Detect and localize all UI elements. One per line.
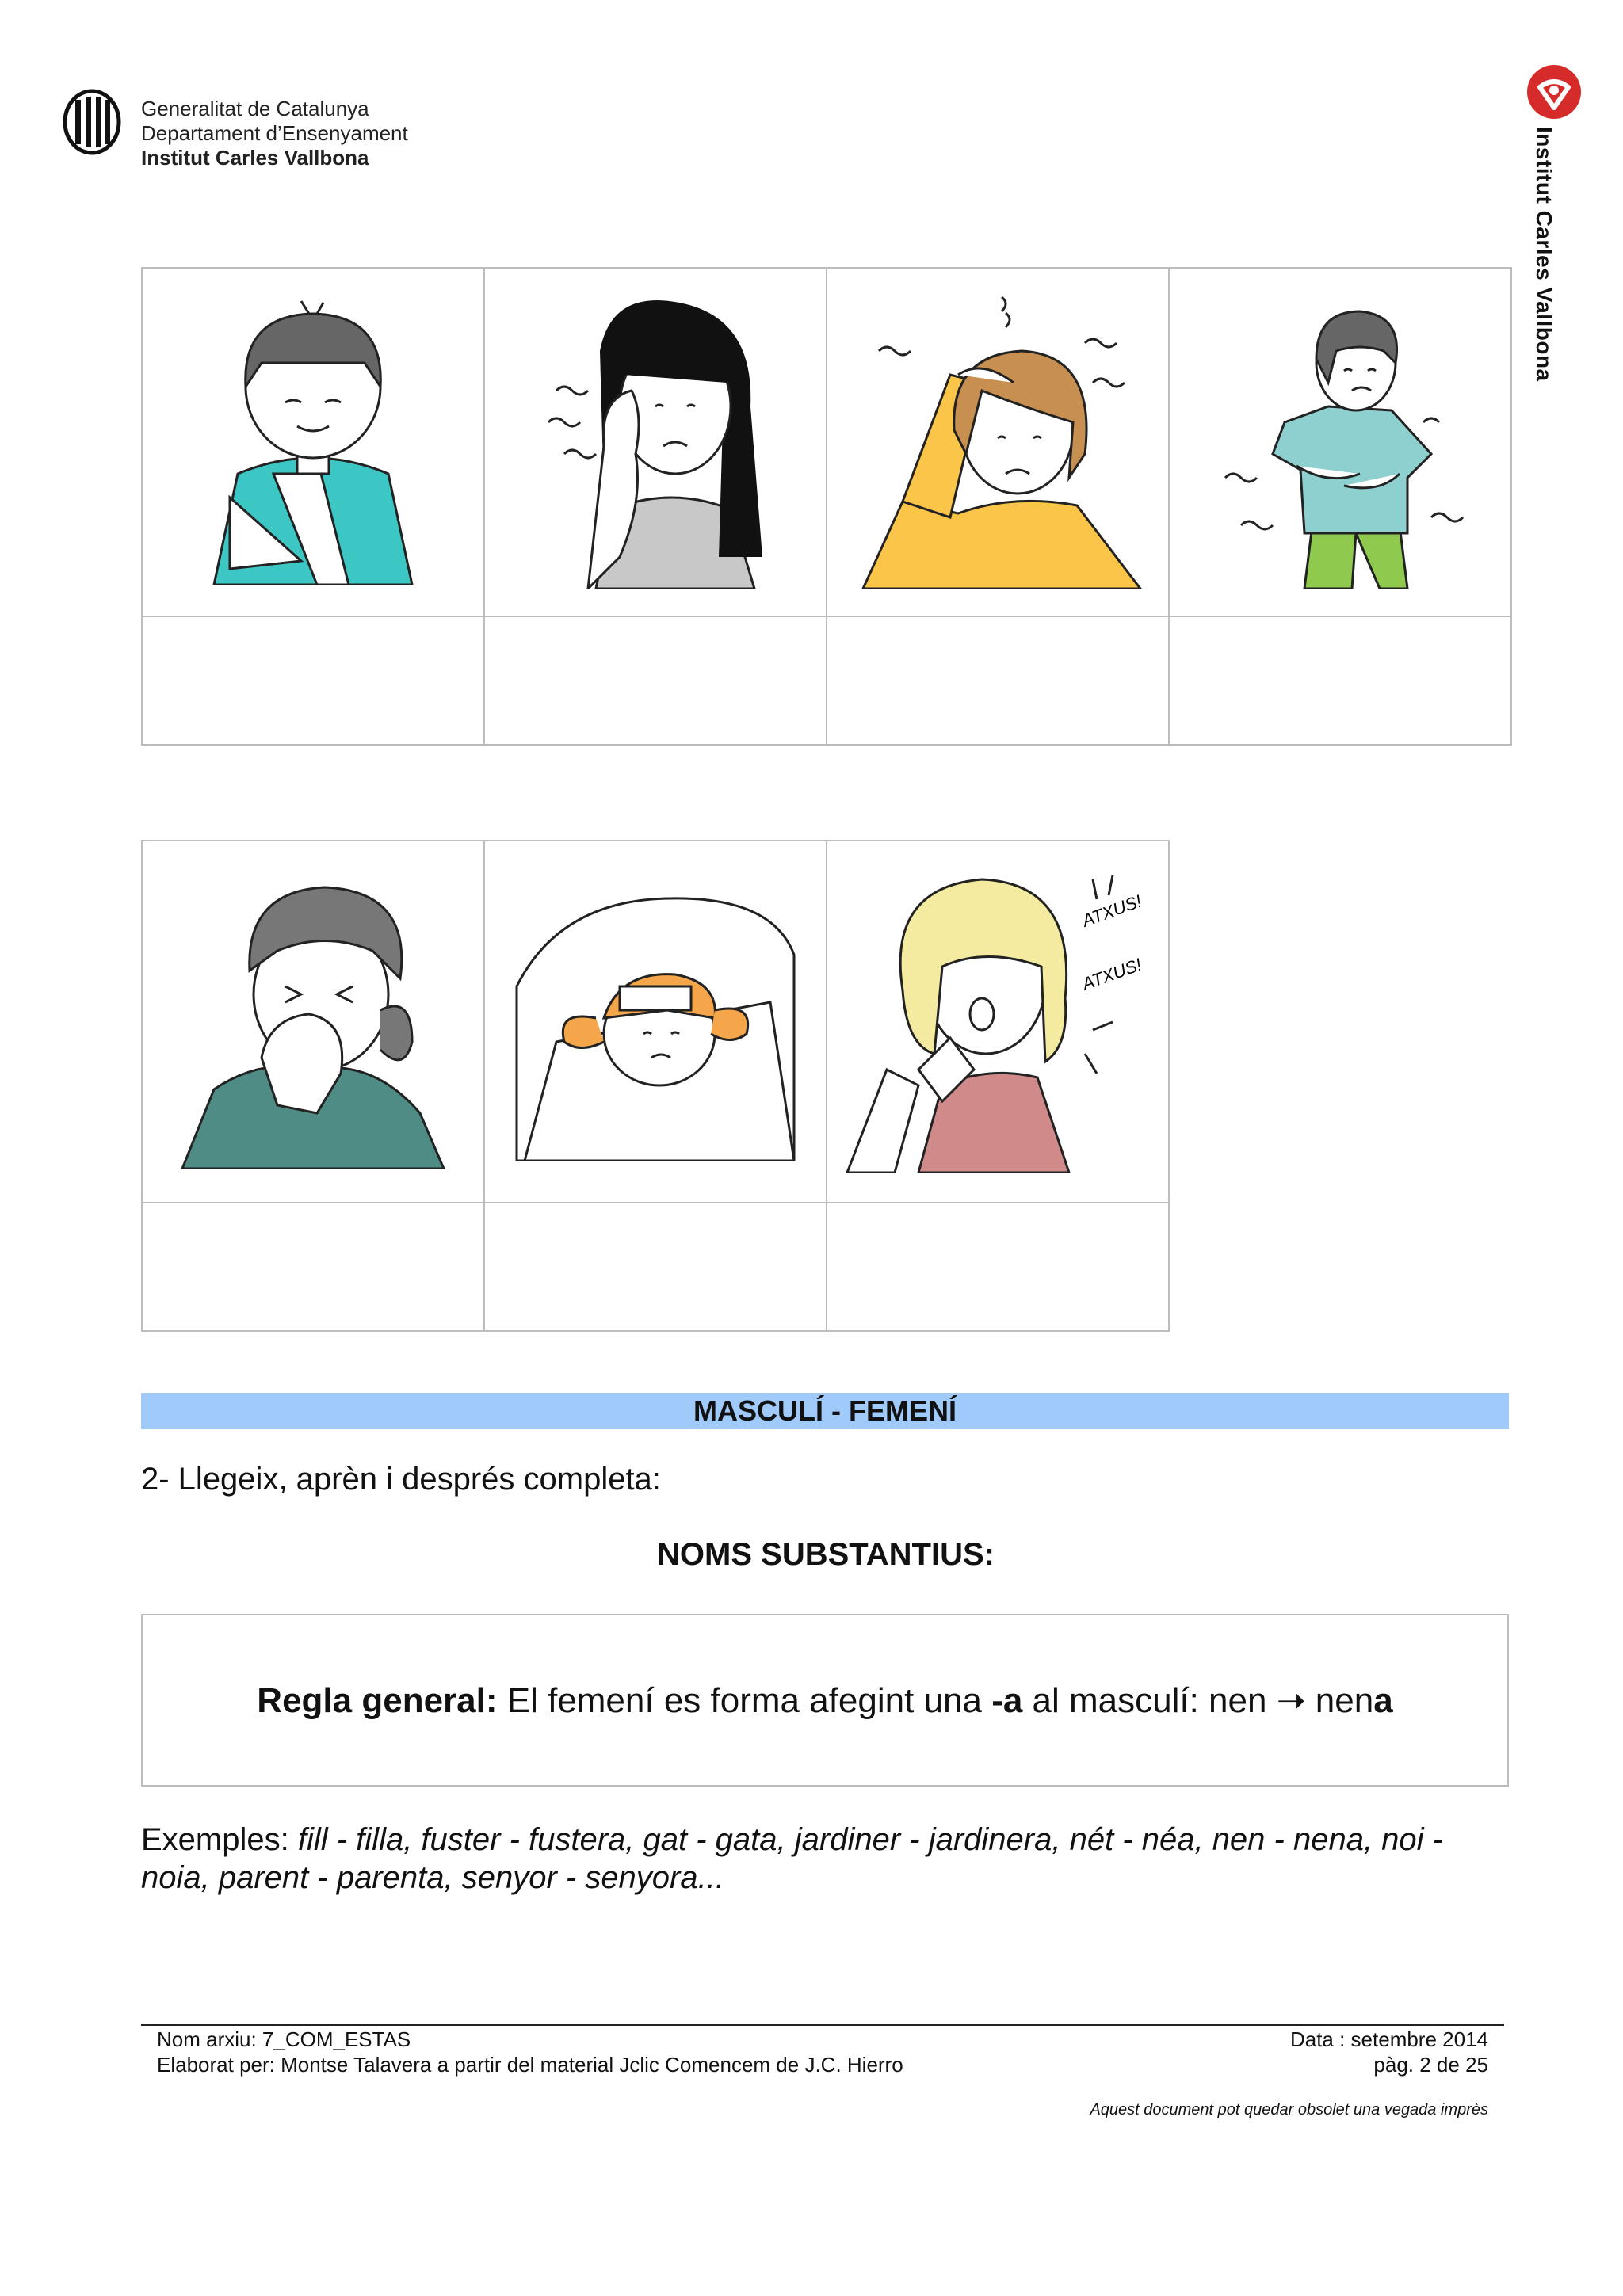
- headache-woman-icon: [847, 296, 1148, 589]
- stomachache-boy-icon: [1209, 296, 1471, 589]
- answer-cell[interactable]: [142, 616, 484, 745]
- footer-left: [157, 2027, 903, 2077]
- picture-cell: [142, 268, 484, 616]
- footer-file: Nom arxiu: 7_COM_ESTAS: [157, 2027, 411, 2051]
- rule-label: Regla general:: [257, 1680, 498, 1720]
- answer-cell[interactable]: [484, 1203, 827, 1331]
- section-title-bar: MASCULÍ - FEMENÍ: [141, 1393, 1509, 1429]
- subheading: NOMS SUBSTANTIUS:: [657, 1537, 995, 1572]
- sneeze-caption-1: ATXUS!: [1079, 891, 1144, 931]
- answer-cell[interactable]: [484, 616, 827, 745]
- cold-nose-blowing-girl-icon: [174, 875, 452, 1169]
- arm-sling-boy-icon: [182, 299, 444, 585]
- arrow-icon: ➝: [1276, 1680, 1306, 1720]
- header-line-3: Institut Carles Vallbona: [141, 146, 369, 170]
- rule-box: [141, 1614, 1509, 1787]
- answer-cell[interactable]: [1169, 616, 1511, 745]
- fever-girl-in-bed-icon: [509, 883, 802, 1161]
- rule-example-ending: a: [1373, 1680, 1393, 1720]
- footer-page: pàg. 2 de 25: [1373, 2053, 1488, 2077]
- picture-cell: [1169, 268, 1511, 616]
- answer-cell[interactable]: [827, 1203, 1169, 1331]
- rule-example-base: nen: [1305, 1680, 1374, 1720]
- institution-header: [141, 97, 408, 170]
- examples-label: Exemples:: [141, 1822, 298, 1857]
- picture-cell: [484, 841, 827, 1203]
- footer-author: Elaborat per: Montse Talavera a partir del material Jclic Comencem de J.C. Hierro: [157, 2053, 903, 2077]
- exercise-instruction: 2- Llegeix, aprèn i després completa:: [141, 1462, 661, 1497]
- footer-right: [1290, 2027, 1488, 2077]
- examples-paragraph: [141, 1821, 1509, 1897]
- toothache-girl-icon: [525, 296, 786, 589]
- picture-cell: [142, 841, 484, 1203]
- rule-suffix: -a: [991, 1680, 1023, 1720]
- footer-date: Data : setembre 2014: [1289, 2027, 1488, 2051]
- pictures-table-2: [141, 840, 1170, 1332]
- answer-cell[interactable]: [142, 1203, 484, 1331]
- examples-text: fill - filla, fuster - fustera, gat - gata, jardiner - jardinera, nét - néa, nen - nena, noi - noia, parent - parenta, senyor - senyora...: [141, 1822, 1443, 1895]
- picture-cell: [827, 841, 1169, 1203]
- footer-note: Aquest document pot quedar obsolet una vegada imprès: [1090, 2101, 1488, 2119]
- header-line-2: Departament d’Ensenyament: [141, 121, 408, 145]
- picture-cell: [827, 268, 1169, 616]
- answer-cell[interactable]: [827, 616, 1169, 745]
- side-brand-text: Institut Carles Vallbona: [1532, 127, 1556, 382]
- sneezing-woman-icon: [831, 871, 1164, 1173]
- sneeze-caption-2: ATXUS!: [1079, 954, 1144, 994]
- header-line-1: Generalitat de Catalunya: [141, 97, 369, 120]
- rule-text-2: al masculí: nen: [1022, 1680, 1277, 1720]
- footer-divider: [141, 2024, 1504, 2026]
- rule-text: El femení es forma afegint una: [497, 1680, 992, 1720]
- generalitat-logo-icon: [62, 89, 122, 155]
- institut-logo-icon: [1526, 63, 1583, 120]
- pictures-table-1: [141, 267, 1512, 746]
- picture-cell: [484, 268, 827, 616]
